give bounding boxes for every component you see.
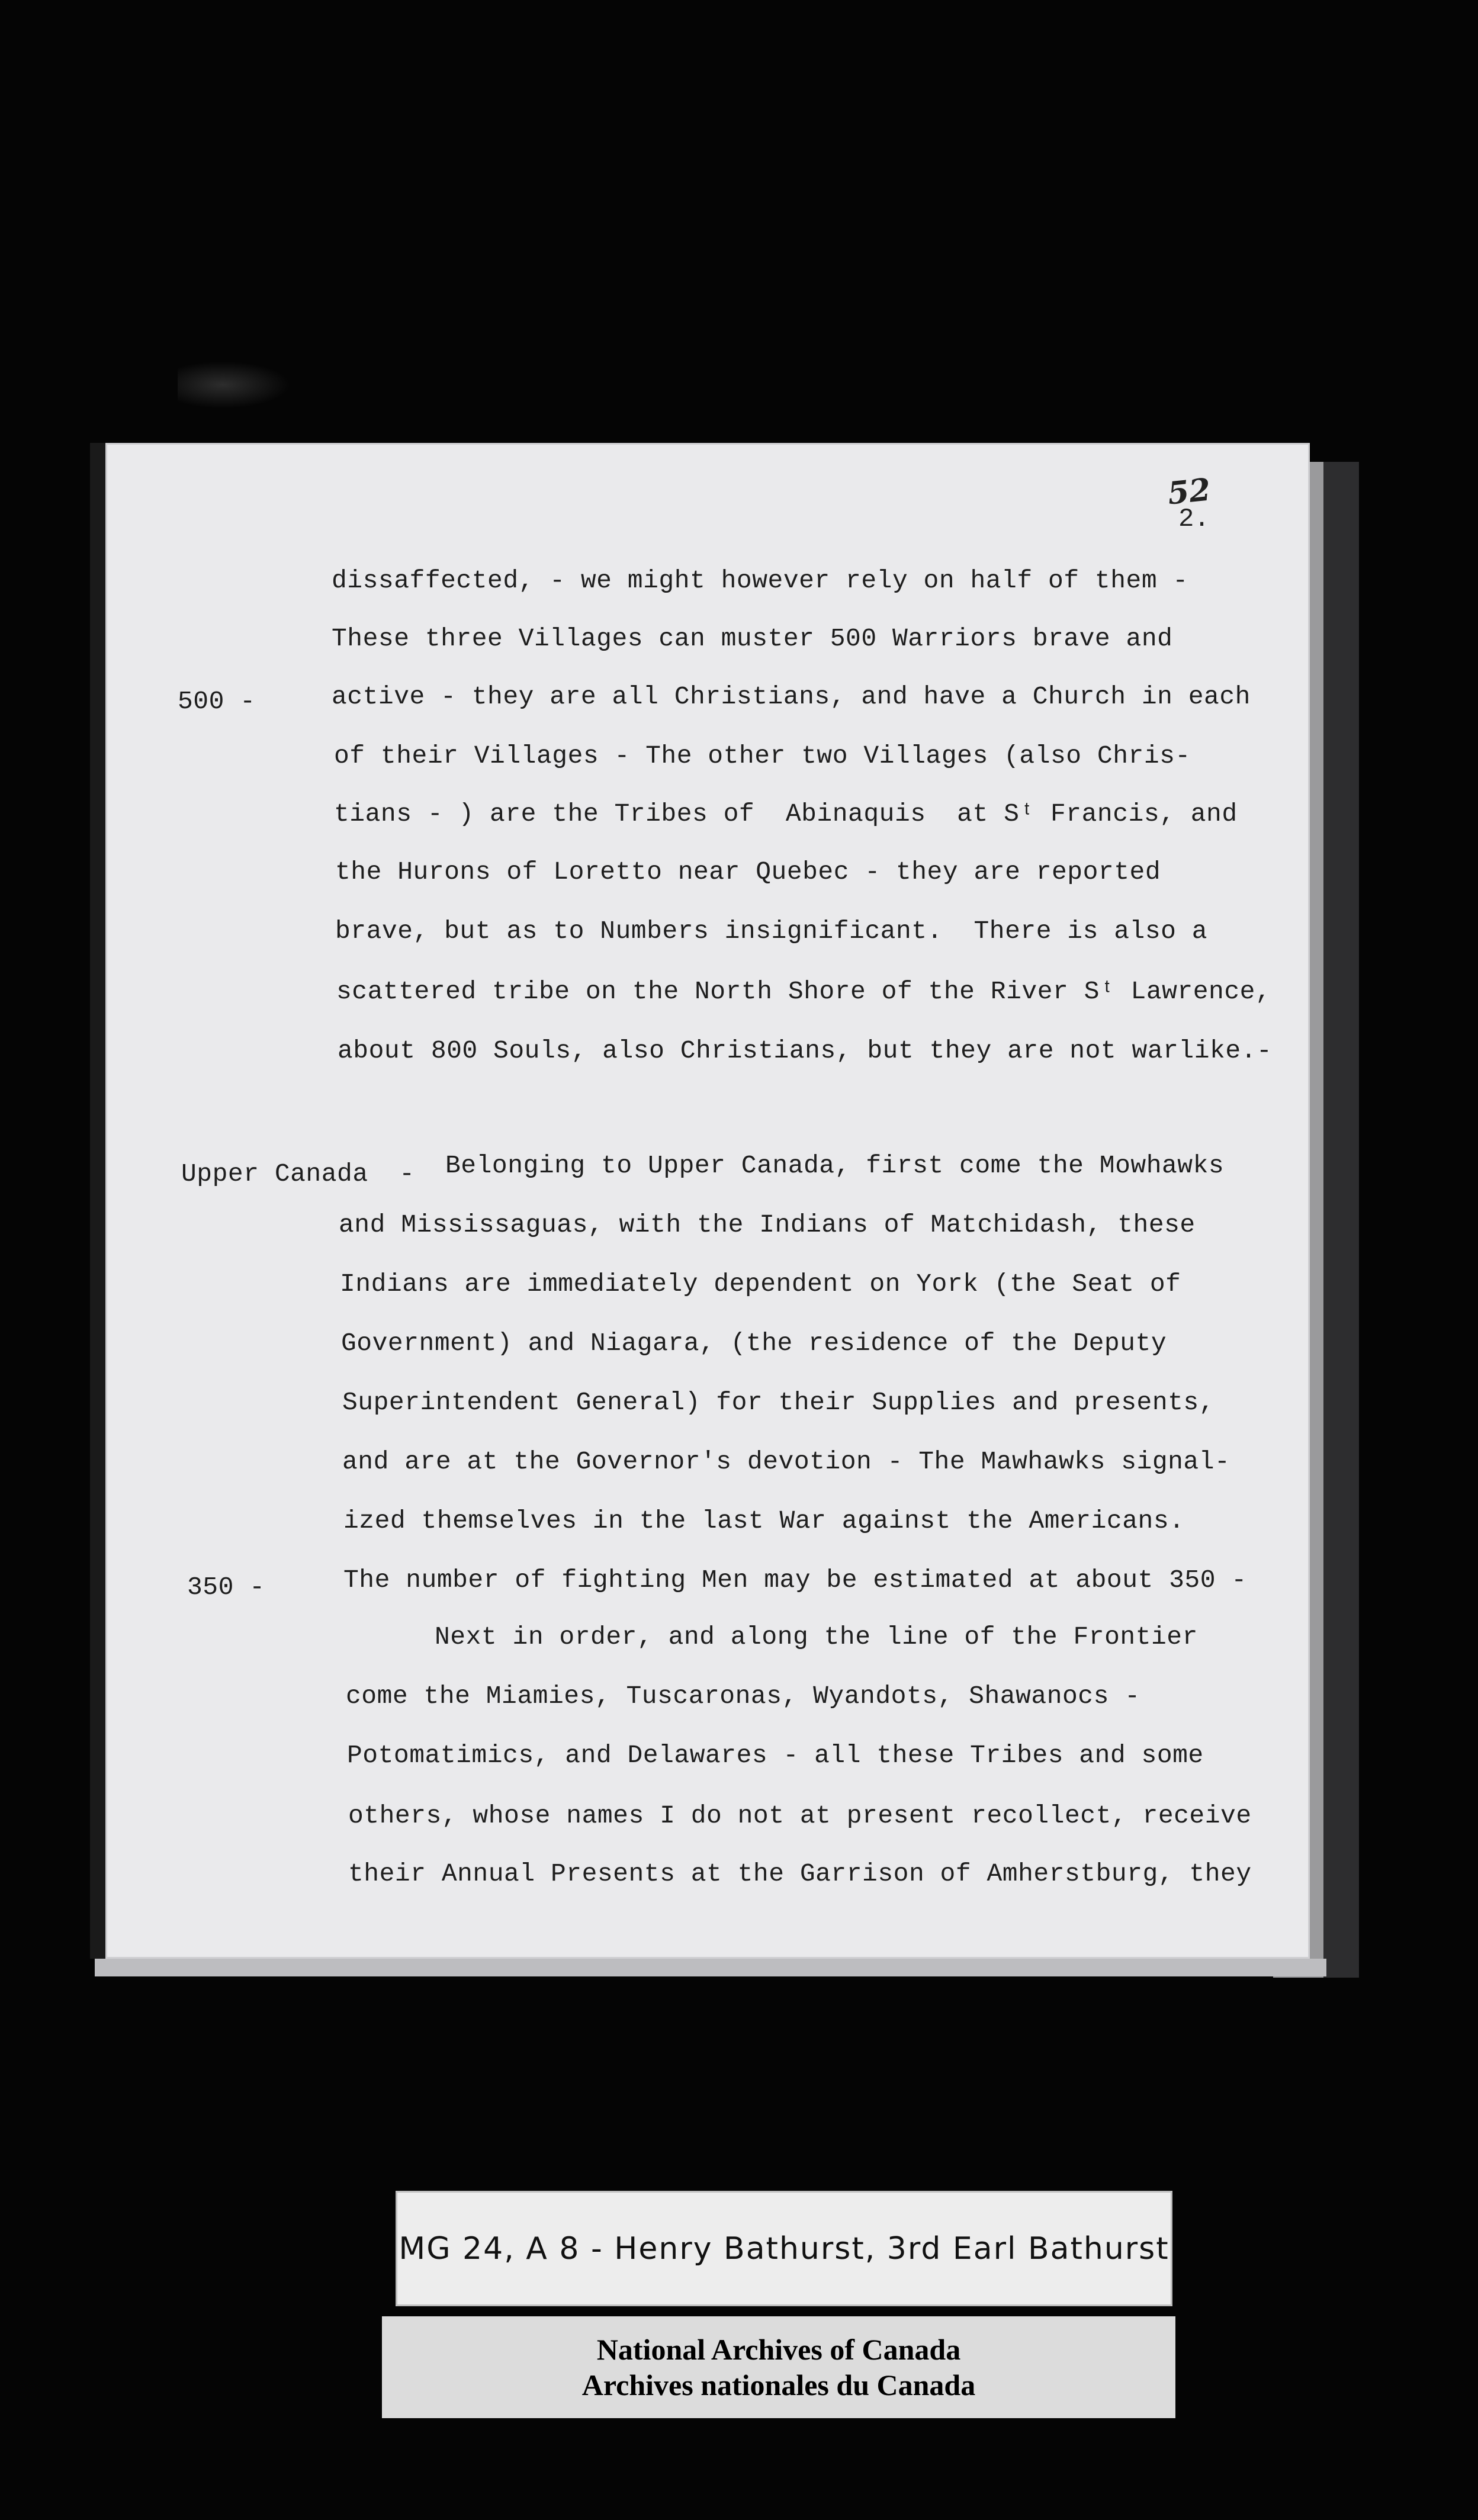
margin-note-upper-canada: Upper Canada - bbox=[181, 1159, 415, 1188]
folio-number: 52 bbox=[1166, 471, 1213, 512]
text-line: These three Villages can muster 500 Warriors brave and bbox=[332, 624, 1173, 653]
text-line: Potomatimics, and Delawares - all these Tribes and some bbox=[347, 1741, 1204, 1770]
text-line: Next in order, and along the line of the Frontier bbox=[435, 1622, 1198, 1651]
margin-note-500: 500 - bbox=[178, 687, 256, 716]
text-line: scattered tribe on the North Shore of the River Sᵗ Lawrence, bbox=[336, 977, 1271, 1006]
document-page bbox=[90, 443, 1310, 1959]
archive-name-english: National Archives of Canada bbox=[596, 2333, 961, 2366]
margin-note-350: 350 - bbox=[187, 1573, 265, 1602]
text-line: Belonging to Upper Canada, first come the Mowhawks bbox=[445, 1151, 1225, 1180]
text-line: the Hurons of Loretto near Quebec - they are reported bbox=[335, 857, 1161, 886]
back-sheet-edge bbox=[1323, 462, 1359, 1978]
text-line: Indians are immediately dependent on York (the Seat of bbox=[340, 1269, 1181, 1298]
page-bottom-edge bbox=[95, 1959, 1326, 1976]
text-line: brave, but as to Numbers insignificant. There is also a bbox=[335, 917, 1208, 946]
page-number: 2. bbox=[1178, 504, 1210, 534]
archive-name-french: Archives nationales du Canada bbox=[581, 2368, 976, 2402]
text-line: and are at the Governor's devotion - The Mawhawks signal- bbox=[342, 1447, 1230, 1476]
text-line: Government) and Niagara, (the residence of the Deputy bbox=[341, 1329, 1167, 1358]
archive-label bbox=[382, 2316, 1175, 2418]
text-line: active - they are all Christians, and have a Church in each bbox=[332, 682, 1251, 711]
text-line: ized themselves in the last War against the Americans. bbox=[343, 1506, 1185, 1535]
text-line: tians - ) are the Tribes of Abinaquis at Sᵗ Francis, and bbox=[334, 799, 1238, 828]
reference-label: MG 24, A 8 - Henry Bathurst, 3rd Earl Bathurst bbox=[396, 2191, 1172, 2306]
text-line: others, whose names I do not at present recollect, receive bbox=[348, 1801, 1252, 1830]
text-line: The number of fighting Men may be estimated at about 350 - bbox=[343, 1566, 1247, 1595]
text-line: Superintendent General) for their Supplies and presents, bbox=[342, 1388, 1215, 1417]
text-line: of their Villages - The other two Villages (also Chris- bbox=[334, 741, 1191, 770]
text-line: about 800 Souls, also Christians, but they are not warlike.- bbox=[338, 1036, 1273, 1065]
text-line: come the Miamies, Tuscaronas, Wyandots, Shawanocs - bbox=[346, 1682, 1140, 1711]
film-speck bbox=[178, 361, 290, 409]
text-line: dissaffected, - we might however rely on half of them - bbox=[332, 566, 1188, 595]
text-line: and Mississaguas, with the Indians of Matchidash, these bbox=[339, 1210, 1196, 1239]
text-line: their Annual Presents at the Garrison of Amherstburg, they bbox=[348, 1859, 1252, 1888]
